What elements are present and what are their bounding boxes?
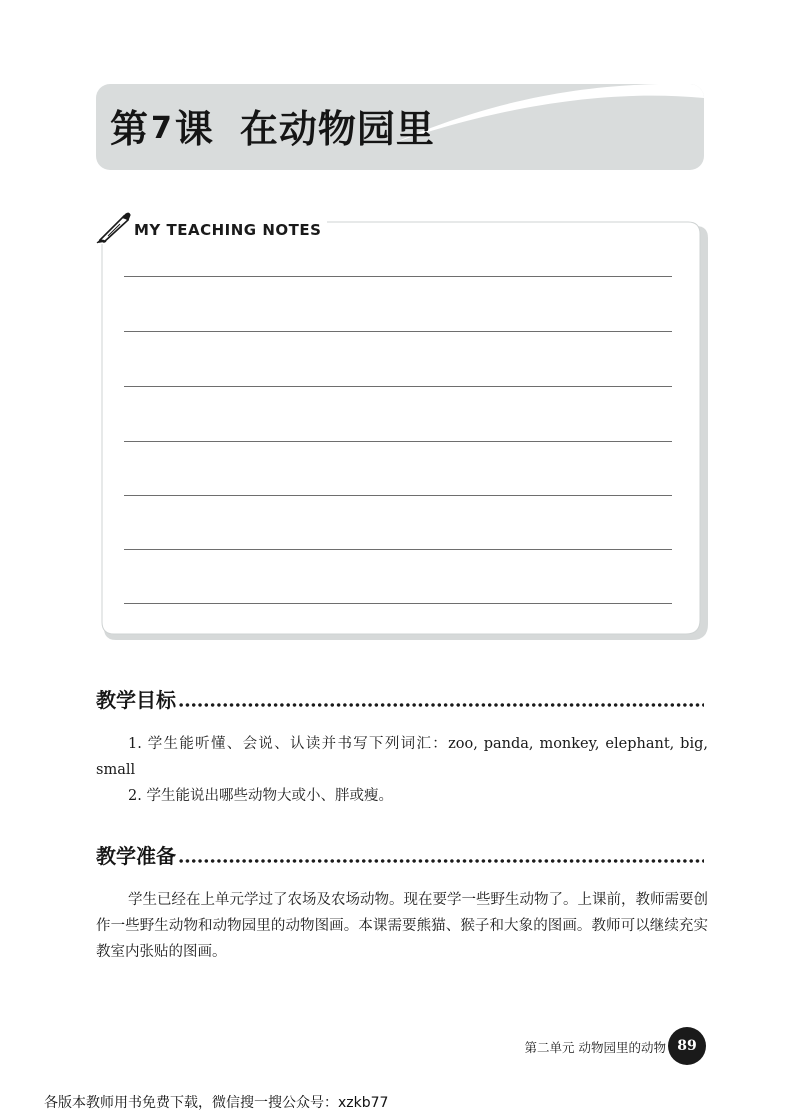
preparation-body bbox=[96, 887, 708, 965]
preparation-heading-row bbox=[96, 832, 704, 866]
objectives-heading-row bbox=[96, 676, 704, 710]
notes-heading: MY TEACHING NOTES bbox=[134, 221, 322, 239]
page-number: 89 bbox=[668, 1027, 706, 1065]
lesson-number: 7 bbox=[151, 111, 173, 146]
objectives-heading: 教学目标 bbox=[96, 688, 176, 712]
download-notice: 各版本教师用书免费下载，微信搜一搜公众号：xzkb77 bbox=[44, 1095, 389, 1111]
lesson-suffix: 课 bbox=[174, 107, 214, 151]
unit-label: 第二单元 动物园里的动物 bbox=[524, 1040, 666, 1055]
preparation-text: 学生已经在上单元学过了农场及农场动物。现在要学一些野生动物了。上课前，教师需要创作一些野生动物和动物园里的动物图画。本课需要熊猫、猴子和大象的图画。教师可以继续充实教室内张贴的图画。 bbox=[96, 892, 708, 960]
writing-line[interactable] bbox=[124, 441, 672, 442]
writing-line[interactable] bbox=[124, 549, 672, 550]
teaching-notes-box bbox=[100, 214, 710, 642]
page-title bbox=[110, 98, 435, 154]
preparation-heading: 教学准备 bbox=[96, 844, 176, 868]
objective-item-1: 1. 学生能听懂、会说、认读并书写下列词汇：zoo, panda, monkey, elephant, big, small bbox=[96, 736, 708, 778]
dotted-leader bbox=[178, 701, 704, 709]
lesson-title-banner bbox=[96, 84, 704, 170]
lesson-prefix: 第 bbox=[110, 107, 150, 151]
notes-frame bbox=[100, 214, 710, 642]
objective-item-2: 2. 学生能说出哪些动物大或小、胖或瘦。 bbox=[128, 788, 393, 804]
objectives-list bbox=[96, 731, 708, 809]
writing-line[interactable] bbox=[124, 276, 672, 277]
lesson-title: 在动物园里 bbox=[239, 107, 435, 151]
writing-line[interactable] bbox=[124, 603, 672, 604]
notes-header bbox=[96, 210, 327, 244]
dotted-leader bbox=[178, 857, 704, 865]
writing-line[interactable] bbox=[124, 386, 672, 387]
writing-line[interactable] bbox=[124, 331, 672, 332]
writing-line[interactable] bbox=[124, 495, 672, 496]
pen-icon bbox=[96, 210, 132, 244]
